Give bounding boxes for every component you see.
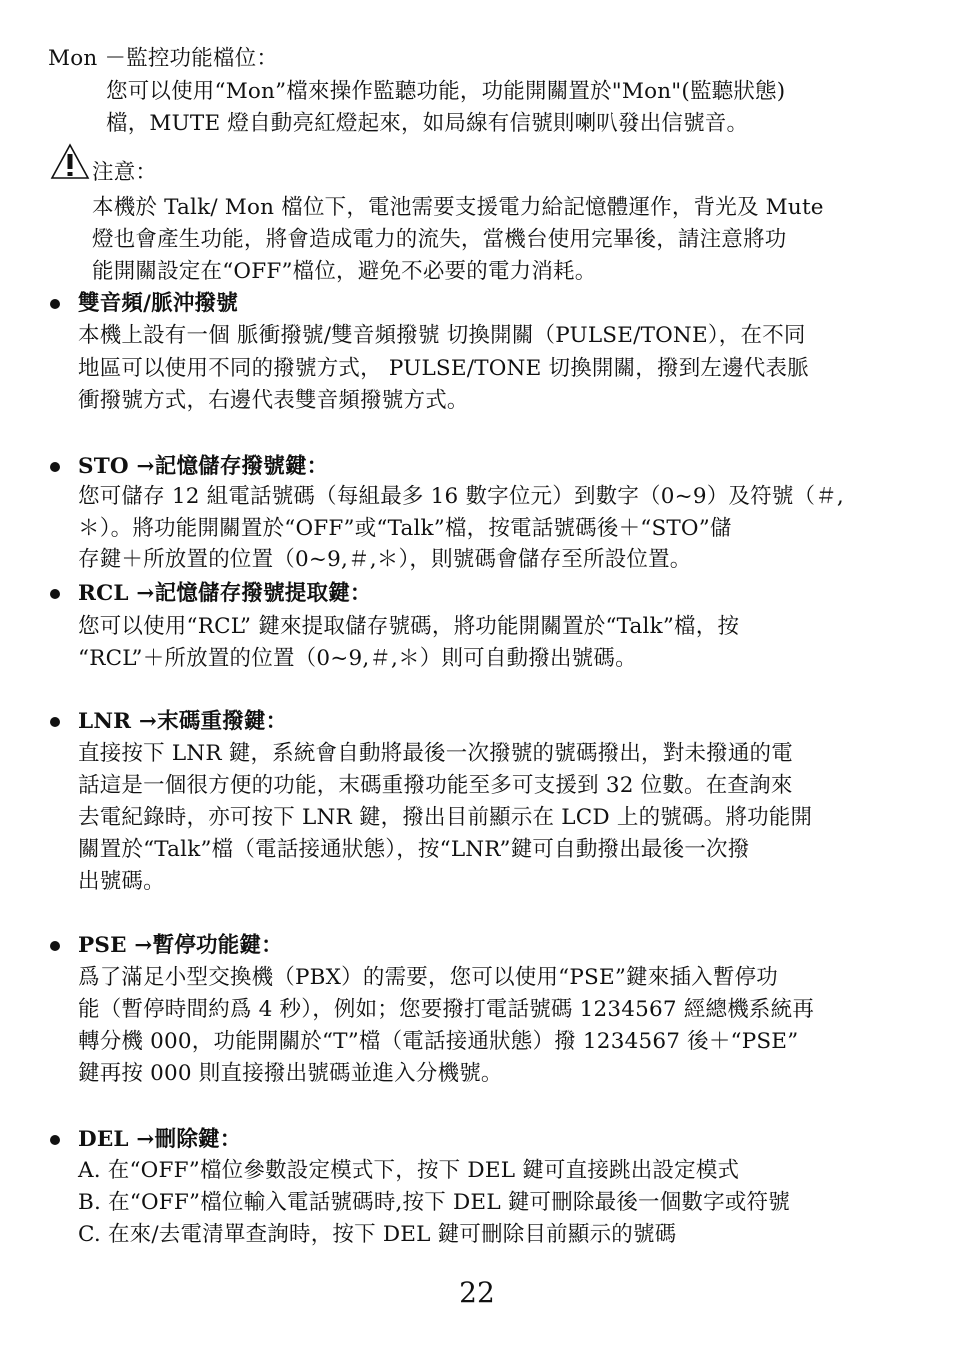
caution-body-line-2: 燈也會產生功能，將會造成電力的流失，當機台使用完畢後，請注意將功: [92, 227, 787, 252]
caution-heading: 注意：: [92, 160, 158, 185]
bullet-icon: [50, 1135, 60, 1145]
section-lnr-line-3: 去電紀錄時，亦可按下 LNR 鍵，撥出目前顯示在 LCD 上的號碼。將功能開: [78, 805, 813, 830]
caution-body-line-3: 能開關設定在“OFF”檔位，避免不必要的電力消耗。: [92, 259, 597, 284]
section-del-line-3: C. 在來/去電清單查詢時，按下 DEL 鍵可刪除目前顯示的號碼: [78, 1222, 677, 1247]
section-sto-line-2: ＊）。將功能開關置於“OFF”或“Talk”檔，按電話號碼後＋“STO”儲: [78, 516, 732, 541]
bullet-icon: [50, 941, 60, 951]
section-lnr-line-5: 出號碼。: [78, 869, 165, 894]
section-tone-pulse-line-2: 地區可以使用不同的撥號方式， PULSE/TONE 切換開關，撥到左邊代表脈: [78, 356, 809, 381]
mon-body-line-2: 檔，MUTE 燈自動亮紅燈起來，如局線有信號則喇叭發出信號音。: [106, 111, 749, 136]
bullet-icon: [50, 717, 60, 727]
bullet-icon: [50, 462, 60, 472]
section-tone-pulse-heading: 雙音頻/脈沖撥號: [78, 291, 238, 316]
mon-body-line-1: 您可以使用“Mon”檔來操作監聽功能，功能開關置於"Mon"(監聽狀態): [106, 79, 786, 104]
section-del-heading: DEL →刪除鍵：: [78, 1127, 242, 1152]
section-pse-line-3: 轉分機 000，功能開關於“T”檔（電話接通狀態）撥 1234567 後＋“PSE”: [78, 1029, 799, 1054]
section-lnr-line-2: 話這是一個很方便的功能，末碼重撥功能至多可支援到 32 位數。在查詢來: [78, 773, 793, 798]
section-sto-line-1: 您可儲存 12 組電話號碼（每組最多 16 數字位元）到數字（0~9）及符號（＃,: [78, 484, 844, 509]
section-lnr-heading: LNR →末碼重撥鍵：: [78, 709, 288, 734]
section-pse-line-1: 爲了滿足小型交換機（PBX）的需要，您可以使用“PSE”鍵來插入暫停功: [78, 965, 778, 990]
section-sto-heading: STO →記憶儲存撥號鍵：: [78, 454, 329, 479]
section-lnr-line-4: 關置於“Talk”檔（電話接通狀態），按“LNR”鍵可自動撥出最後一次撥: [78, 837, 750, 862]
section-del-line-2: B. 在“OFF”檔位輸入電話號碼時,按下 DEL 鍵可刪除最後一個數字或符號: [78, 1190, 790, 1215]
section-pse-line-4: 鍵再按 000 則直接撥出號碼並進入分機號。: [78, 1061, 503, 1086]
bullet-icon: [50, 589, 60, 599]
section-rcl-line-2: “RCL”＋所放置的位置（0~9,＃,＊）則可自動撥出號碼。: [78, 646, 637, 671]
bullet-icon: [50, 299, 60, 309]
section-tone-pulse-line-1: 本機上設有一個 脈衝撥號/雙音頻撥號 切換開關（PULSE/TONE），在不同: [78, 323, 806, 348]
section-rcl-line-1: 您可以使用“RCL” 鍵來提取儲存號碼，將功能開關置於“Talk”檔，按: [78, 614, 740, 639]
section-lnr-line-1: 直接按下 LNR 鍵，系統會自動將最後一次撥號的號碼撥出，對未撥通的電: [78, 741, 793, 766]
warning-triangle-icon: [50, 143, 90, 181]
page-number: 22: [459, 1276, 495, 1309]
section-tone-pulse-line-3: 衝撥號方式，右邊代表雙音頻撥號方式。: [78, 388, 469, 413]
section-pse-line-2: 能（暫停時間約爲 4 秒），例如；您要撥打電話號碼 1234567 經總機系統再: [78, 997, 815, 1022]
mon-heading: Mon －監控功能檔位：: [48, 46, 279, 71]
section-sto-line-3: 存鍵＋所放置的位置（0~9,＃,＊），則號碼會儲存至所設位置。: [78, 547, 692, 572]
caution-body-line-1: 本機於 Talk/ Mon 檔位下，電池需要支援電力給記憶體運作，背光及 Mute: [92, 195, 824, 220]
section-del-line-1: A. 在“OFF”檔位參數設定模式下，按下 DEL 鍵可直接跳出設定模式: [78, 1158, 740, 1183]
section-pse-heading: PSE →暫停功能鍵：: [78, 933, 283, 958]
section-rcl-heading: RCL →記憶儲存撥號提取鍵：: [78, 581, 372, 606]
